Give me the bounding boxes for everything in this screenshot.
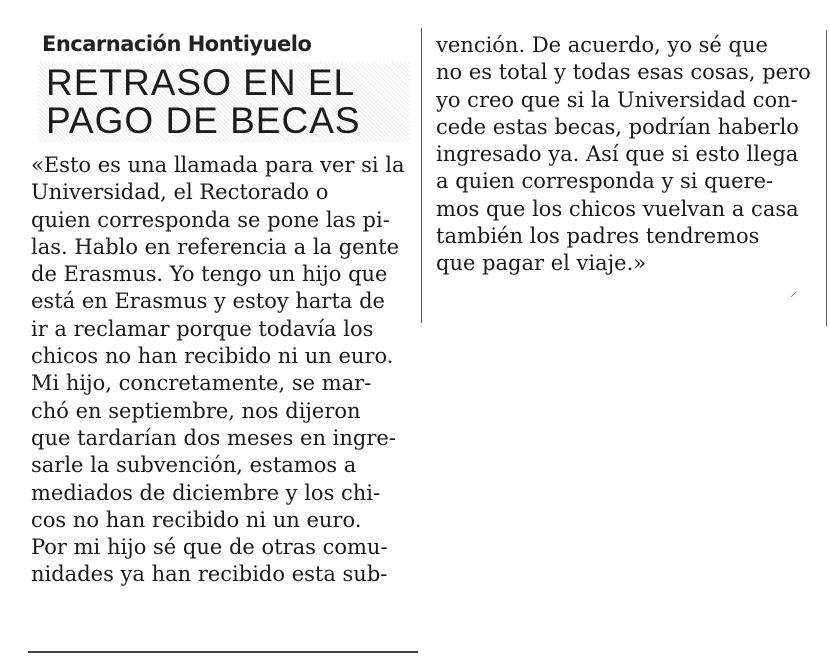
text-line: las. Hablo en referencia a la gente — [31, 234, 400, 259]
text-line: ingresado ya. Así que si esto llega — [436, 142, 799, 167]
text-line: que pagar el viaje.» — [436, 251, 647, 276]
text-line: chicos no han recibido ni un euro. — [31, 344, 394, 369]
text-line: a quien corresponda y si quere- — [436, 169, 774, 194]
text-line: también los padres tendremos — [436, 224, 760, 249]
body-column-right — [436, 32, 816, 278]
headline-line-2: PAGO DE BECAS — [46, 100, 361, 141]
headline-box — [38, 62, 410, 142]
text-line: nidades ya han recibido esta sub- — [31, 562, 388, 587]
body-column-left — [31, 152, 411, 589]
text-line: cede estas becas, podrían haberlo — [436, 114, 799, 139]
text-line: sarle la subvención, estamos a — [31, 453, 357, 478]
text-line: chó en septiembre, nos dijeron — [31, 398, 361, 423]
bottom-rule — [28, 651, 418, 653]
text-line: «Esto es una llamada para ver si la — [31, 153, 405, 177]
text-line: cos no han recibido ni un euro. — [31, 507, 362, 532]
text-line: vención. De acuerdo, yo sé que — [436, 33, 768, 57]
text-line: quien corresponda se pone las pi- — [31, 207, 390, 232]
edge-rule — [826, 30, 827, 326]
text-line: de Erasmus. Yo tengo un hijo que — [31, 262, 388, 287]
ink-smudge-mark: ⸝ — [790, 284, 797, 300]
text-line: mediados de diciembre y los chi- — [31, 480, 381, 505]
text-line: Universidad, el Rectorado o — [31, 180, 329, 205]
text-line: yo creo que si la Universidad con- — [436, 87, 798, 112]
text-line: no es total y todas esas cosas, pero — [436, 60, 811, 85]
text-line: que tardarían dos meses en ingre- — [31, 425, 396, 450]
text-line: ir a reclamar porque todavía los — [31, 316, 374, 341]
headline-line-1: RETRASO EN EL — [46, 62, 356, 103]
author-name: Encarnación Hontiyuelo — [42, 32, 312, 56]
column-divider — [421, 28, 422, 323]
text-line: está en Erasmus y estoy harta de — [31, 289, 385, 314]
text-line: Por mi hijo sé que de otras comu- — [31, 535, 388, 560]
text-line: Mi hijo, concretamente, se mar- — [31, 371, 372, 396]
text-line: mos que los chicos vuelvan a casa — [436, 196, 799, 221]
